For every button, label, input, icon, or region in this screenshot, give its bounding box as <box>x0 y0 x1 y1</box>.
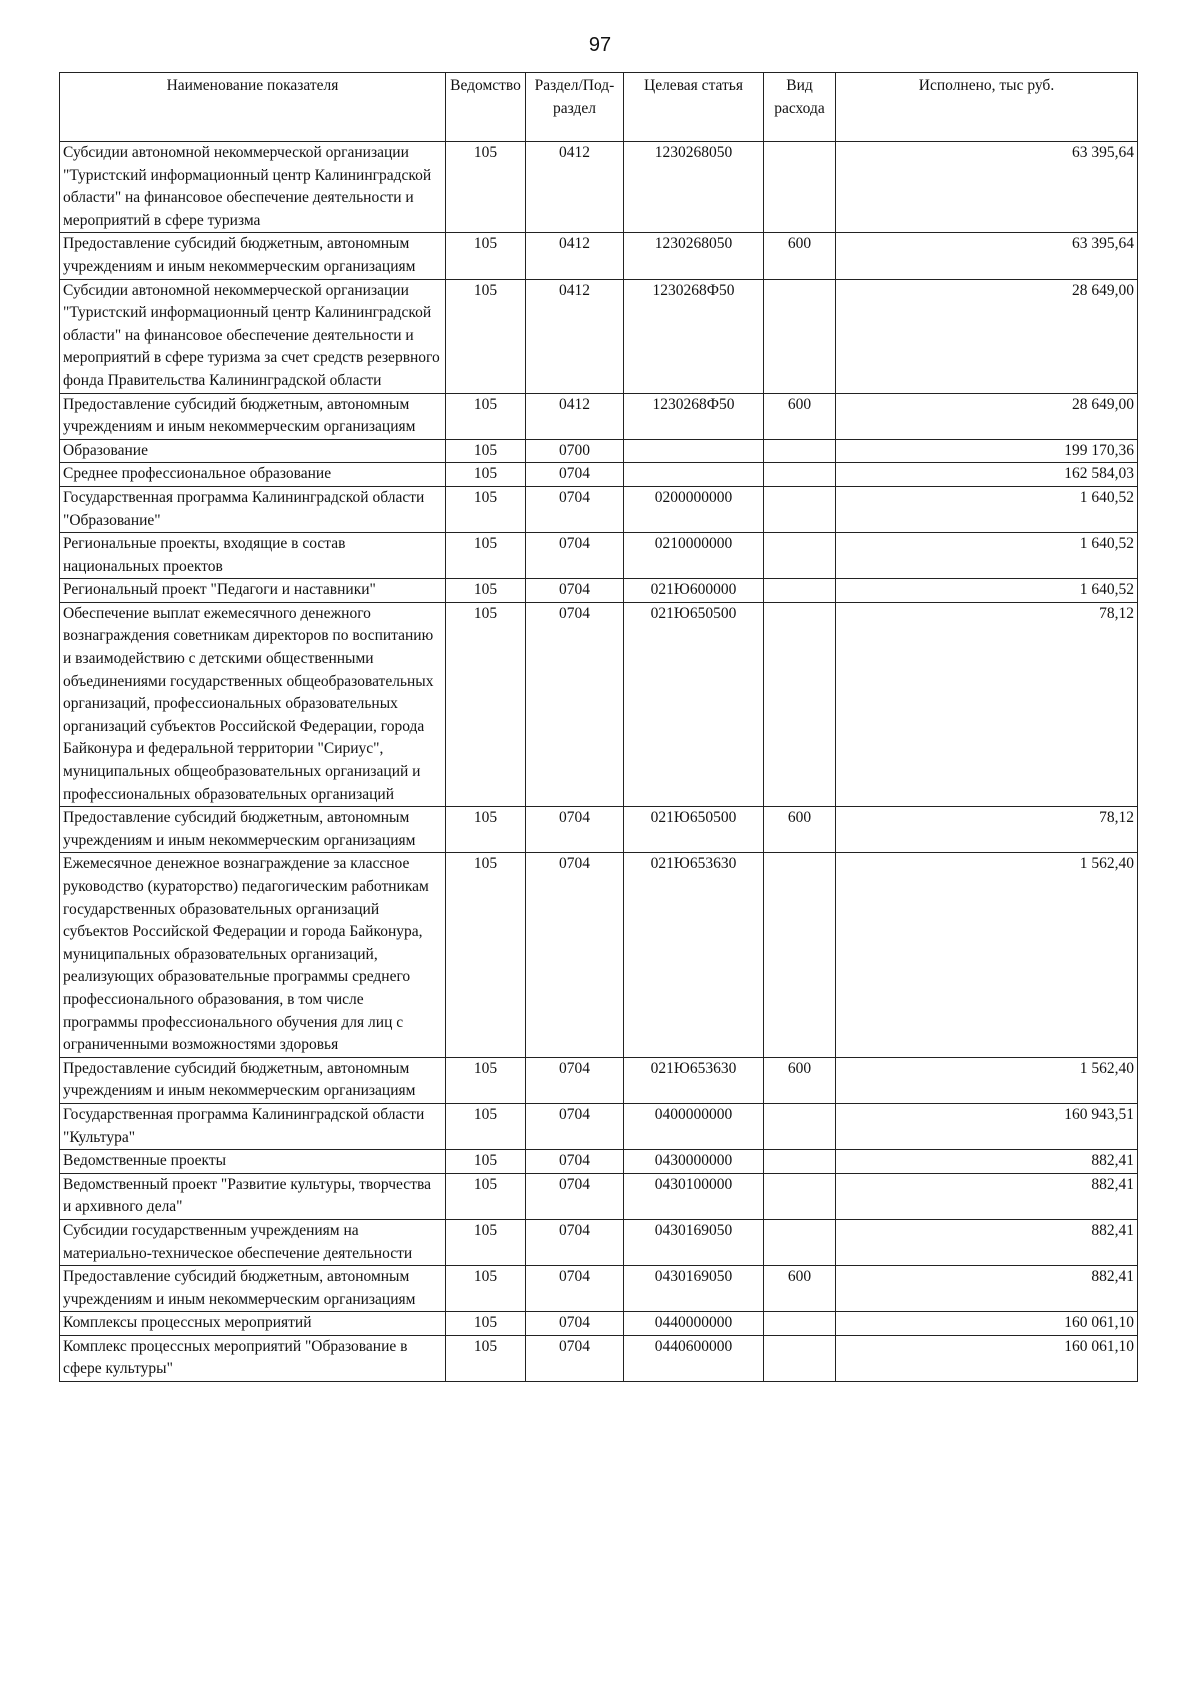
cell-expense-type <box>764 1335 836 1381</box>
cell-amount: 160 943,51 <box>836 1103 1138 1149</box>
header-amount: Исполнено, тыс руб. <box>836 73 1138 142</box>
cell-amount: 199 170,36 <box>836 439 1138 463</box>
cell-target: 1230268Ф50 <box>624 393 764 439</box>
table-row <box>60 807 1138 853</box>
cell-dept: 105 <box>446 579 526 603</box>
cell-name: Ведомственный проект "Развитие культуры, творчества и архивного дела" <box>60 1173 446 1219</box>
cell-section: 0412 <box>526 233 624 279</box>
budget-execution-table <box>59 72 1138 1382</box>
cell-section: 0704 <box>526 602 624 806</box>
header-target: Целевая статья <box>624 73 764 142</box>
cell-name: Субсидии автономной некоммерческой организации "Туристский информационный центр Калининградской области" на финансовое обеспечение деятельности и мероприятий в сфере туризма за счет средств резервного фонда Правительства Калининградской области <box>60 279 446 393</box>
table-row <box>60 439 1138 463</box>
table-row <box>60 1057 1138 1103</box>
table-row <box>60 1173 1138 1219</box>
page-number: 97 <box>588 34 612 56</box>
table-row <box>60 463 1138 487</box>
cell-dept: 105 <box>446 1150 526 1174</box>
cell-expense-type <box>764 486 836 532</box>
cell-name: Комплексы процессных мероприятий <box>60 1312 446 1336</box>
cell-dept: 105 <box>446 1057 526 1103</box>
cell-expense-type <box>764 439 836 463</box>
cell-expense-type <box>764 1173 836 1219</box>
cell-section: 0704 <box>526 579 624 603</box>
table-row <box>60 393 1138 439</box>
cell-target: 0210000000 <box>624 533 764 579</box>
cell-name: Региональные проекты, входящие в состав национальных проектов <box>60 533 446 579</box>
cell-name: Предоставление субсидий бюджетным, автономным учреждениям и иным некоммерческим организациям <box>60 1057 446 1103</box>
cell-section: 0704 <box>526 486 624 532</box>
cell-name: Субсидии государственным учреждениям на материально-техническое обеспечение деятельности <box>60 1219 446 1265</box>
cell-amount: 882,41 <box>836 1219 1138 1265</box>
table-row <box>60 579 1138 603</box>
cell-target: 0430100000 <box>624 1173 764 1219</box>
cell-target <box>624 463 764 487</box>
table-row <box>60 1103 1138 1149</box>
cell-expense-type <box>764 1219 836 1265</box>
cell-amount: 28 649,00 <box>836 393 1138 439</box>
cell-dept: 105 <box>446 1266 526 1312</box>
cell-name: Среднее профессиональное образование <box>60 463 446 487</box>
cell-name: Ежемесячное денежное вознаграждение за классное руководство (кураторство) педагогическим работникам государственных образовательных организаций субъектов Российской Федерации и города Байконура, муниципальных образовательных организаций, реализующих образовательные программы среднего профессионального образования, в том числе программы профессионального обучения для лиц с ограниченными возможностями здоровья <box>60 853 446 1057</box>
cell-amount: 1 562,40 <box>836 853 1138 1057</box>
cell-name: Обеспечение выплат ежемесячного денежного вознаграждения советникам директоров по воспитанию и взаимодействию с детскими общественными объединениями государственных общеобразовательных организаций, профессиональных образовательных организаций субъектов Российской Федерации, города Байконура и федеральной территории "Сириус", муниципальных общеобразовательных организаций и профессиональных образовательных организаций <box>60 602 446 806</box>
cell-target: 0430169050 <box>624 1219 764 1265</box>
cell-amount: 1 562,40 <box>836 1057 1138 1103</box>
cell-expense-type <box>764 602 836 806</box>
table-body <box>60 142 1138 1382</box>
cell-name: Государственная программа Калининградской области "Культура" <box>60 1103 446 1149</box>
cell-target: 0430169050 <box>624 1266 764 1312</box>
cell-target: 021Ю600000 <box>624 579 764 603</box>
cell-section: 0704 <box>526 807 624 853</box>
cell-dept: 105 <box>446 463 526 487</box>
table-row <box>60 602 1138 806</box>
cell-name: Предоставление субсидий бюджетным, автономным учреждениям и иным некоммерческим организациям <box>60 393 446 439</box>
cell-section: 0704 <box>526 1150 624 1174</box>
cell-dept: 105 <box>446 602 526 806</box>
cell-expense-type <box>764 142 836 233</box>
table-row <box>60 142 1138 233</box>
cell-dept: 105 <box>446 233 526 279</box>
table-row <box>60 533 1138 579</box>
cell-section: 0704 <box>526 1335 624 1381</box>
cell-target: 1230268Ф50 <box>624 279 764 393</box>
cell-amount: 63 395,64 <box>836 142 1138 233</box>
cell-section: 0700 <box>526 439 624 463</box>
header-name: Наименование показателя <box>60 73 446 142</box>
cell-target: 0440000000 <box>624 1312 764 1336</box>
cell-dept: 105 <box>446 1219 526 1265</box>
cell-expense-type <box>764 1103 836 1149</box>
cell-target: 021Ю653630 <box>624 1057 764 1103</box>
cell-expense-type: 600 <box>764 1266 836 1312</box>
cell-name: Субсидии автономной некоммерческой организации "Туристский информационный центр Калининградской области" на финансовое обеспечение деятельности и мероприятий в сфере туризма <box>60 142 446 233</box>
header-section: Раздел/Под-раздел <box>526 73 624 142</box>
cell-amount: 882,41 <box>836 1150 1138 1174</box>
cell-name: Комплекс процессных мероприятий "Образование в сфере культуры" <box>60 1335 446 1381</box>
cell-expense-type <box>764 279 836 393</box>
cell-amount: 1 640,52 <box>836 579 1138 603</box>
cell-dept: 105 <box>446 393 526 439</box>
cell-expense-type <box>764 1312 836 1336</box>
cell-amount: 78,12 <box>836 602 1138 806</box>
cell-expense-type <box>764 853 836 1057</box>
cell-expense-type: 600 <box>764 1057 836 1103</box>
cell-dept: 105 <box>446 142 526 233</box>
cell-dept: 105 <box>446 279 526 393</box>
cell-target: 021Ю650500 <box>624 602 764 806</box>
cell-name: Образование <box>60 439 446 463</box>
cell-target: 1230268050 <box>624 142 764 233</box>
cell-amount: 882,41 <box>836 1173 1138 1219</box>
cell-dept: 105 <box>446 1312 526 1336</box>
cell-target: 021Ю653630 <box>624 853 764 1057</box>
table-row <box>60 279 1138 393</box>
table-row <box>60 1312 1138 1336</box>
cell-name: Предоставление субсидий бюджетным, автономным учреждениям и иным некоммерческим организациям <box>60 807 446 853</box>
cell-section: 0412 <box>526 142 624 233</box>
cell-name: Государственная программа Калининградской области "Образование" <box>60 486 446 532</box>
cell-expense-type <box>764 533 836 579</box>
cell-amount: 63 395,64 <box>836 233 1138 279</box>
cell-target: 0430000000 <box>624 1150 764 1174</box>
cell-target <box>624 439 764 463</box>
cell-dept: 105 <box>446 1173 526 1219</box>
cell-amount: 882,41 <box>836 1266 1138 1312</box>
cell-section: 0704 <box>526 1173 624 1219</box>
cell-dept: 105 <box>446 486 526 532</box>
table-row <box>60 1335 1138 1381</box>
table-header-row <box>60 73 1138 142</box>
header-dept: Ведомство <box>446 73 526 142</box>
cell-section: 0704 <box>526 1057 624 1103</box>
cell-target: 0400000000 <box>624 1103 764 1149</box>
cell-amount: 1 640,52 <box>836 533 1138 579</box>
cell-amount: 162 584,03 <box>836 463 1138 487</box>
cell-dept: 105 <box>446 533 526 579</box>
cell-section: 0704 <box>526 1103 624 1149</box>
cell-target: 021Ю650500 <box>624 807 764 853</box>
cell-expense-type <box>764 579 836 603</box>
cell-dept: 105 <box>446 1103 526 1149</box>
table-row <box>60 853 1138 1057</box>
cell-amount: 78,12 <box>836 807 1138 853</box>
cell-target: 0200000000 <box>624 486 764 532</box>
cell-expense-type: 600 <box>764 393 836 439</box>
cell-name: Предоставление субсидий бюджетным, автономным учреждениям и иным некоммерческим организациям <box>60 1266 446 1312</box>
table-row <box>60 233 1138 279</box>
cell-name: Предоставление субсидий бюджетным, автономным учреждениям и иным некоммерческим организациям <box>60 233 446 279</box>
cell-dept: 105 <box>446 853 526 1057</box>
table-row <box>60 1266 1138 1312</box>
cell-amount: 28 649,00 <box>836 279 1138 393</box>
cell-section: 0704 <box>526 1312 624 1336</box>
table-row <box>60 1150 1138 1174</box>
cell-section: 0704 <box>526 463 624 487</box>
cell-name: Ведомственные проекты <box>60 1150 446 1174</box>
cell-expense-type: 600 <box>764 807 836 853</box>
cell-target: 0440600000 <box>624 1335 764 1381</box>
table-row <box>60 1219 1138 1265</box>
cell-section: 0704 <box>526 853 624 1057</box>
cell-section: 0412 <box>526 279 624 393</box>
cell-section: 0704 <box>526 1266 624 1312</box>
cell-name: Региональный проект "Педагоги и наставники" <box>60 579 446 603</box>
cell-dept: 105 <box>446 1335 526 1381</box>
cell-expense-type <box>764 1150 836 1174</box>
cell-expense-type: 600 <box>764 233 836 279</box>
cell-dept: 105 <box>446 807 526 853</box>
header-expense-type: Вид расхода <box>764 73 836 142</box>
cell-amount: 160 061,10 <box>836 1335 1138 1381</box>
cell-dept: 105 <box>446 439 526 463</box>
cell-section: 0704 <box>526 1219 624 1265</box>
cell-amount: 160 061,10 <box>836 1312 1138 1336</box>
cell-expense-type <box>764 463 836 487</box>
cell-amount: 1 640,52 <box>836 486 1138 532</box>
cell-section: 0704 <box>526 533 624 579</box>
table-row <box>60 486 1138 532</box>
cell-section: 0412 <box>526 393 624 439</box>
cell-target: 1230268050 <box>624 233 764 279</box>
